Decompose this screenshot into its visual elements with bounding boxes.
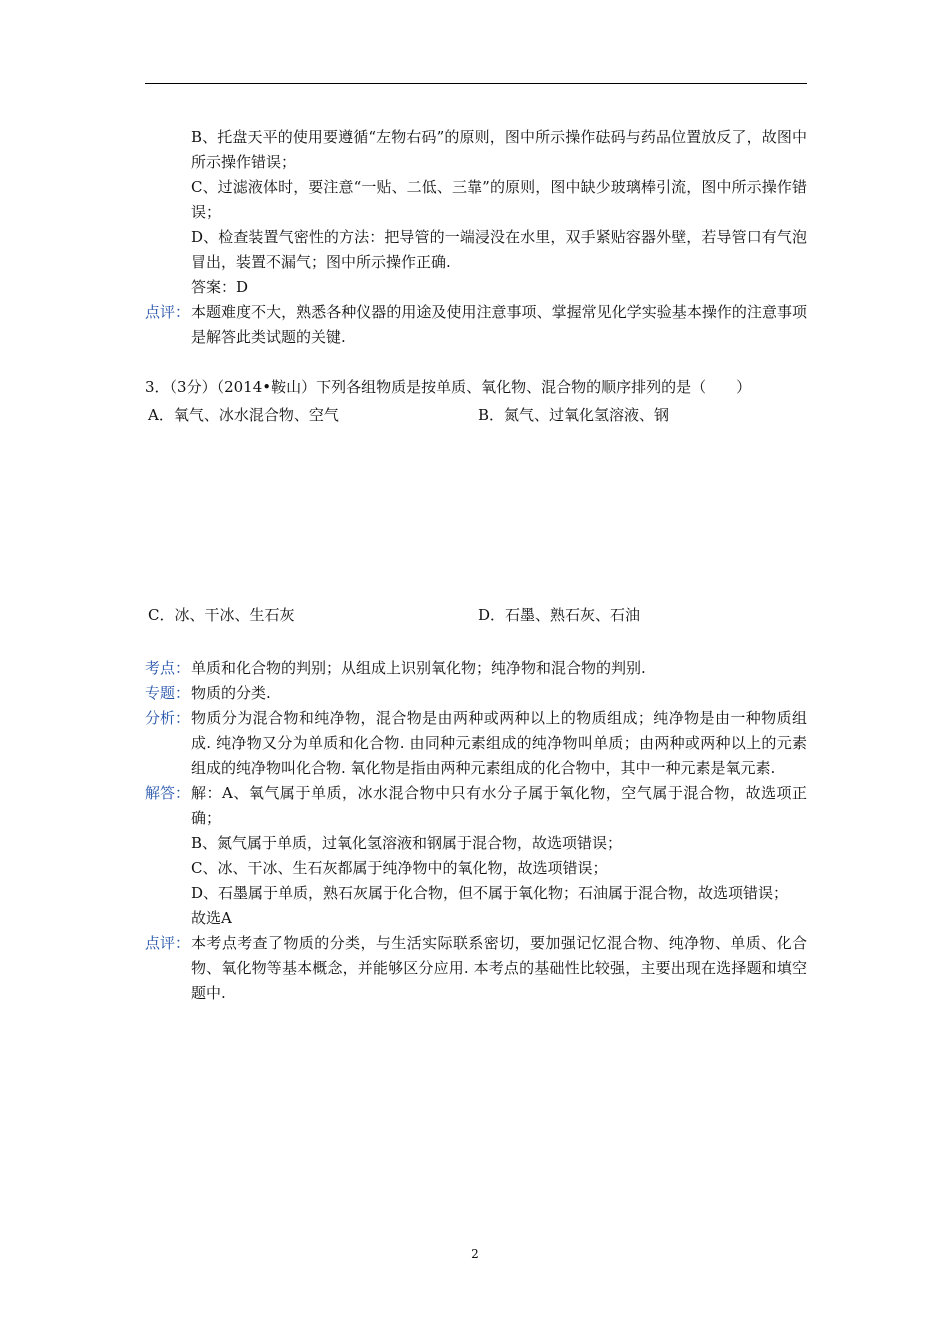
header-rule: [145, 83, 807, 84]
solution-option-b: B、托盘天平的使用要遵循“左物右码”的原则，图中所示操作砝码与药品位置放反了，故图中所示操作错误；: [191, 128, 807, 171]
kaodian-row: [145, 656, 807, 681]
solution-option-d: D、检查装置气密性的方法：把导管的一端浸没在水里，双手紧贴容器外壁，若导管口有气泡冒出，装置不漏气；图中所示操作正确.: [191, 228, 807, 271]
jieda-option-d: D、石墨属于单质，熟石灰属于化合物，但不属于氧化物；石油属于混合物，故选项错误；: [191, 884, 789, 902]
comment-label: 点评：: [145, 303, 191, 321]
jieda-label: 解答：: [145, 784, 191, 802]
jieda-option-c: C、冰、干冰、生石灰都属于纯净物中的氧化物，故选项错误；: [191, 859, 608, 877]
fenxi-text: 物质分为混合物和纯净物，混合物是由两种或两种以上的物质组成；纯净物是由一种物质组成. 纯净物又分为单质和化合物. 由同种元素组成的纯净物叫单质；由两种或两种以上的元素组成的纯净物叫化合物. 氧化物是指由两种元素组成的化合物中，其中一种元素是氧元素.: [191, 709, 807, 777]
previous-solution: [145, 125, 807, 350]
fenxi-label: 分析：: [145, 709, 191, 727]
jieda-option-b: B、氮气属于单质，过氧化氢溶液和钢属于混合物，故选项错误；: [191, 834, 623, 852]
solution-option-c: C、过滤液体时，要注意“一贴、二低、三靠”的原则，图中缺少玻璃棒引流，图中所示操作错误；: [191, 178, 807, 221]
question-3-stem: 3．（3分）（2014•鞍山）下列各组物质是按单质、氧化物、混合物的顺序排列的是（ ）: [145, 378, 752, 396]
option-c: C．冰、干冰、生石灰: [148, 606, 295, 624]
option-d: D．石墨、熟石灰、石油: [478, 606, 641, 624]
jieda-row: [145, 781, 807, 831]
jieda-text: 解：A、氧气属于单质，冰水混合物中只有水分子属于氧化物，空气属于混合物，故选项正确；: [191, 784, 807, 827]
previous-comment: [145, 300, 807, 350]
kaodian-label: 考点：: [145, 659, 191, 677]
option-b: B．氮气、过氧化氢溶液、钢: [478, 406, 670, 424]
kaodian-text: 单质和化合物的判别；从组成上识别氧化物；纯净物和混合物的判别.: [191, 659, 646, 677]
dianping-label: 点评：: [145, 934, 191, 952]
zhuanti-row: [145, 681, 807, 706]
solution-answer: 答案：D: [191, 278, 249, 296]
dianping-text: 本考点考查了物质的分类，与生活实际联系密切，要加强记忆混合物、纯净物、单质、化合物、氧化物等基本概念，并能够区分应用. 本考点的基础性比较强，主要出现在选择题和填空题中.: [191, 934, 807, 1002]
jieda-final: 故选A: [191, 909, 232, 927]
zhuanti-text: 物质的分类.: [191, 684, 271, 702]
dianping-row: [145, 931, 807, 1006]
analysis-block: [145, 656, 807, 1006]
zhuanti-label: 专题：: [145, 684, 191, 702]
comment-text: 本题难度不大，熟悉各种仪器的用途及使用注意事项、掌握常见化学实验基本操作的注意事项是解答此类试题的关键.: [191, 303, 807, 346]
fenxi-row: [145, 706, 807, 781]
page-number: 2: [471, 1247, 479, 1261]
option-a: A．氧气、冰水混合物、空气: [148, 406, 339, 424]
